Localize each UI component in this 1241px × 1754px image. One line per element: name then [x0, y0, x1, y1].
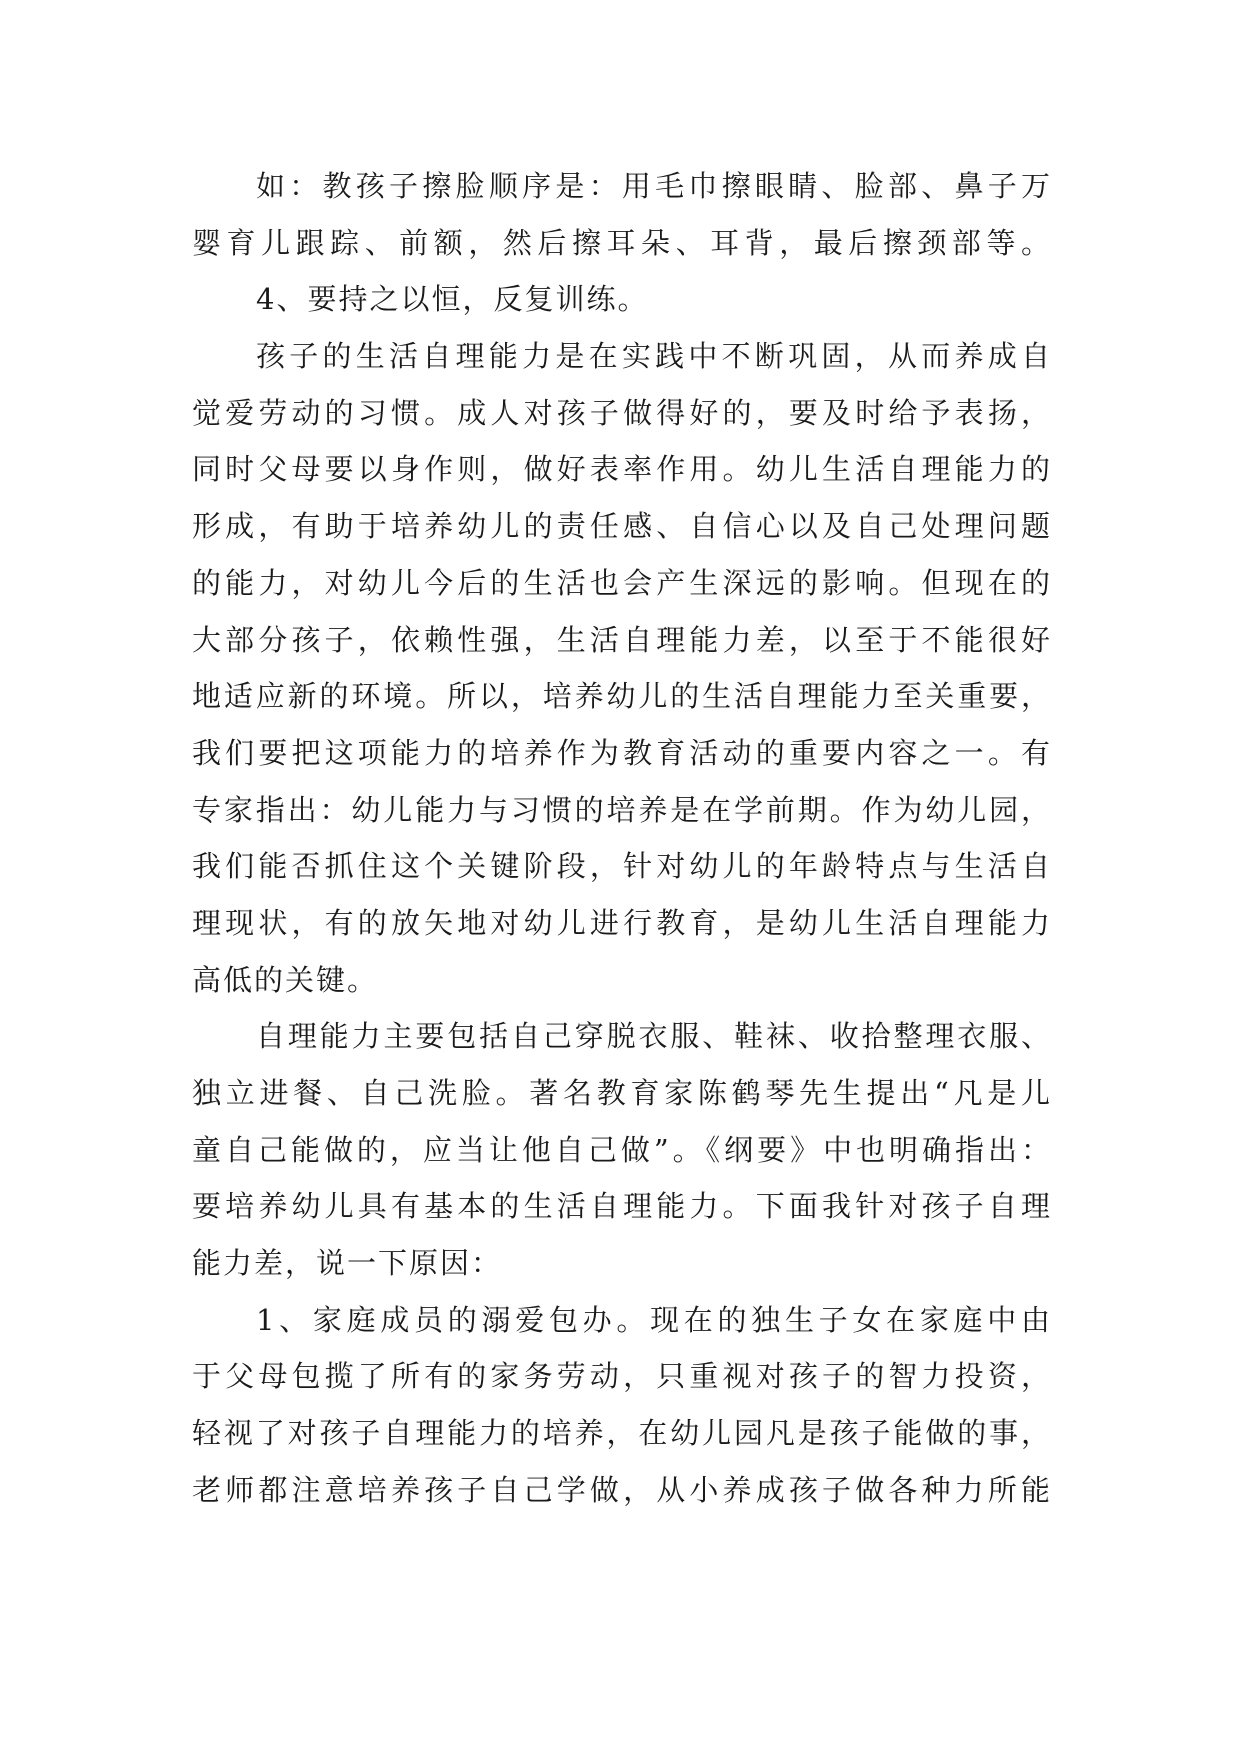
text-line: 1、家庭成员的溺爱包办。现在的独生子女在家庭中由 [256, 1302, 1052, 1337]
text-line: 于父母包揽了所有的家务劳动，只重视对孩子的智力投资， [192, 1359, 1052, 1394]
text-line: 地适应新的环境。所以，培养幼儿的生活自理能力至关重要， [192, 679, 1052, 714]
text-line: 独立进餐、自己洗脸。著名教育家陈鹤琴先生提出“凡是儿 [192, 1076, 1052, 1110]
text-line: 高低的关键。 [192, 962, 379, 997]
text-line: 自理能力主要包括自己穿脱衣服、鞋袜、收拾整理衣服、 [256, 1019, 1052, 1054]
text-line: 大部分孩子，依赖性强，生活自理能力差，以至于不能很好 [192, 622, 1052, 657]
text-line: 4、要持之以恒，反复训练。 [256, 282, 649, 317]
text-line: 要培养幼儿具有基本的生活自理能力。下面我针对孩子自理 [192, 1189, 1052, 1224]
text-line: 的能力，对幼儿今后的生活也会产生深远的影响。但现在的 [192, 565, 1052, 600]
text-line: 专家指出：幼儿能力与习惯的培养是在学前期。作为幼儿园， [192, 792, 1052, 827]
text-line: 孩子的生活自理能力是在实践中不断巩固，从而养成自 [256, 339, 1052, 374]
document-body [192, 158, 1052, 1519]
text-line: 轻视了对孩子自理能力的培养，在幼儿园凡是孩子能做的事， [192, 1416, 1052, 1451]
text-line: 我们能否抓住这个关键阶段，针对幼儿的年龄特点与生活自 [192, 849, 1052, 884]
text-line: 能力差，说一下原因： [192, 1246, 503, 1281]
text-line: 如：教孩子擦脸顺序是：用毛巾擦眼睛、脸部、鼻子万 [256, 169, 1052, 203]
text-line: 童自己能做的，应当让他自己做”。《纲要》中也明确指出： [192, 1132, 1052, 1167]
text-line: 婴育儿跟踪、前额，然后擦耳朵、耳背，最后擦颈部等。 [192, 225, 1052, 260]
text-line: 老师都注意培养孩子自己学做，从小养成孩子做各种力所能 [192, 1472, 1052, 1507]
text-line: 同时父母要以身作则，做好表率作用。幼儿生活自理能力的 [192, 452, 1052, 487]
text-line: 觉爱劳动的习惯。成人对孩子做得好的，要及时给予表扬， [192, 395, 1052, 430]
text-line: 理现状，有的放矢地对幼儿进行教育，是幼儿生活自理能力 [192, 905, 1052, 940]
text-line: 形成，有助于培养幼儿的责任感、自信心以及自己处理问题 [192, 509, 1052, 544]
text-line: 我们要把这项能力的培养作为教育活动的重要内容之一。有 [192, 735, 1052, 770]
